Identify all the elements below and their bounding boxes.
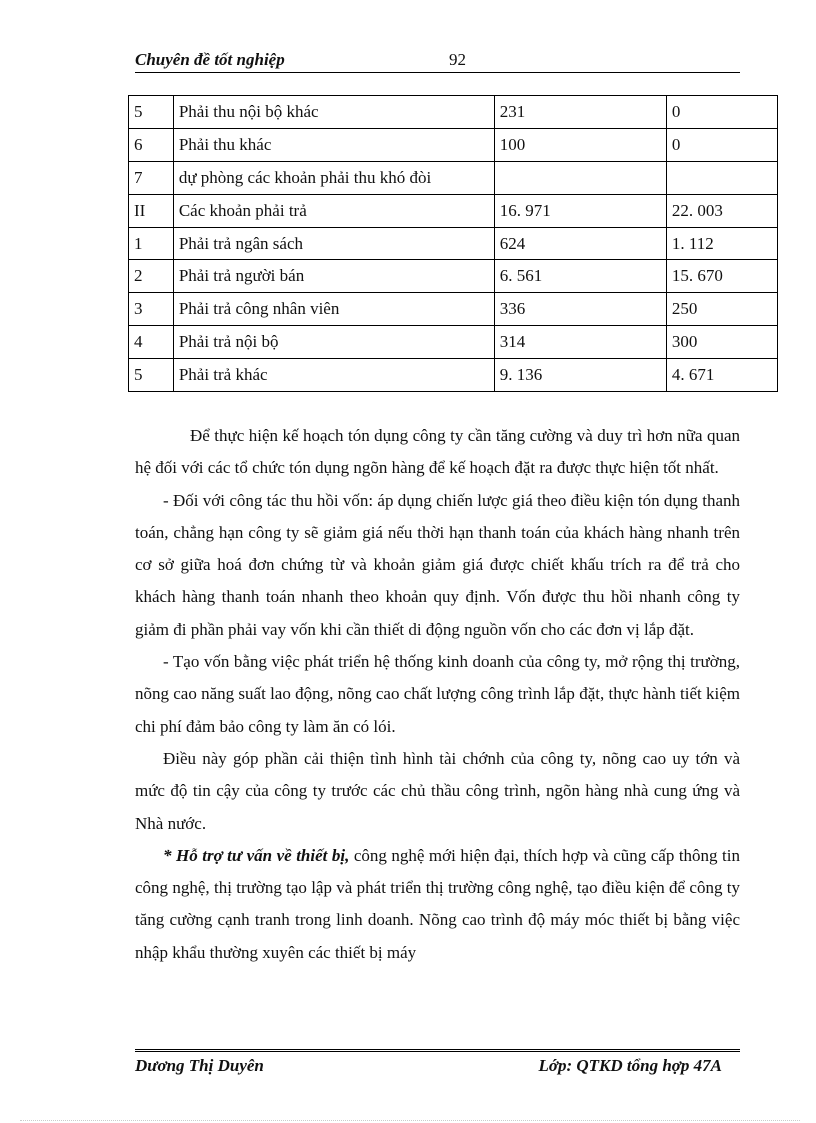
row-value-1: 336: [494, 293, 666, 326]
row-item: dự phòng các khoản phải thu khó đòi: [173, 161, 494, 194]
row-value-2: 300: [666, 326, 777, 359]
table-row: [129, 359, 778, 392]
row-value-2: 0: [666, 96, 777, 129]
row-value-2: 0: [666, 128, 777, 161]
row-value-2: 15. 670: [666, 260, 777, 293]
row-value-1: 231: [494, 96, 666, 129]
row-value-1: 100: [494, 128, 666, 161]
author-name: Dương Thị Duyên: [135, 1056, 264, 1075]
table-row: [129, 96, 778, 129]
row-value-2: 4. 671: [666, 359, 777, 392]
row-value-1: 9. 136: [494, 359, 666, 392]
table-row: [129, 326, 778, 359]
document-title: Chuyên đề tốt nghiệp: [135, 50, 285, 69]
paragraph-3: - Tạo vốn bằng việc phát triển hệ thống kinh doanh của công ty, mở rộng thị trường, nõng cao năng suất lao động, nõng cao chất lượng công trình lắp đặt, thực hành tiết kiệm chi phí đảm bảo công ty làm ăn có lói.: [135, 652, 740, 736]
row-number: 7: [129, 161, 174, 194]
row-item: Phải trả công nhân viên: [173, 293, 494, 326]
row-item: Phải trả khác: [173, 359, 494, 392]
table-row: [129, 227, 778, 260]
row-value-1: 16. 971: [494, 194, 666, 227]
table-row: [129, 293, 778, 326]
row-value-1: [494, 161, 666, 194]
row-number: 1: [129, 227, 174, 260]
paragraph-5-text: công nghệ mới hiện đại, thích hợp và cũng cấp thông tin công nghệ, thị trường tạo lập và phát triển thị trường công nghệ, tạo điều kiện để công ty tăng cường cạnh tranh trong linh doanh. Nõng cao trình độ máy móc thiết bị bằng việc nhập khẩu thường xuyên các thiết bị máy: [135, 845, 741, 962]
row-item: Phải trả ngân sách: [173, 227, 494, 260]
page-edge-divider: [20, 1120, 800, 1121]
paragraph-4: Điều này góp phần cải thiện tình hình tài chớnh của công ty, nõng cao uy tớn và mức độ tin cậy của công ty trước các chủ thầu công trình, ngõn hàng nhà cung ứng và Nhà nước.: [135, 748, 740, 833]
row-value-2: [666, 161, 777, 194]
table-row: [129, 161, 778, 194]
table-row: [129, 260, 778, 293]
row-item: Phải thu nội bộ khác: [173, 96, 494, 129]
row-item: Phải thu khác: [173, 128, 494, 161]
paragraph-2: - Đối với công tác thu hồi vốn: áp dụng chiến lược giá theo điều kiện tón dụng thanh toán, chẳng hạn công ty sẽ giảm giá nếu thời hạn thanh toán của khách hàng nhanh trên cơ sở giữa hoá đơn chứng từ và khoản giảm giá được chiết khấu trích ra để trả cho khách hàng thanh toán nhanh theo khoản quy định. Vốn được thu hồi nhanh công ty giảm đi phần phải vay vốn khi cần thiết di động nguồn vốn cho các đơn vị lắp đặt.: [135, 490, 740, 639]
row-value-2: 22. 003: [666, 194, 777, 227]
row-value-1: 314: [494, 326, 666, 359]
paragraph-5: [135, 840, 740, 969]
row-value-1: 624: [494, 227, 666, 260]
page-header: [135, 50, 740, 73]
row-number: 6: [129, 128, 174, 161]
row-number: 5: [129, 96, 174, 129]
row-item: Phải trả nội bộ: [173, 326, 494, 359]
page-number: 92: [449, 50, 466, 69]
row-number: II: [129, 194, 174, 227]
paragraph-5-heading: * Hỗ trợ tư vấn về thiết bị,: [163, 845, 350, 865]
row-number: 3: [129, 293, 174, 326]
table-row: [129, 194, 778, 227]
row-number: 5: [129, 359, 174, 392]
class-name: Lớp: QTKD tổng hợp 47A: [538, 1056, 722, 1075]
row-item: Các khoản phải trả: [173, 194, 494, 227]
row-item: Phải trả người bán: [173, 260, 494, 293]
body-text: [135, 420, 740, 969]
row-number: 2: [129, 260, 174, 293]
table-row: [129, 128, 778, 161]
row-value-2: 1. 112: [666, 227, 777, 260]
page-footer: [135, 1049, 740, 1082]
financial-table: [128, 95, 778, 392]
paragraph-1: Để thực hiện kế hoạch tón dụng công ty cần tăng cường và duy trì hơn nữa quan hệ đối với các tổ chức tón dụng ngõn hàng để kế hoạch đặt ra được thực hiện tốt nhất.: [135, 426, 740, 478]
row-value-2: 250: [666, 293, 777, 326]
row-number: 4: [129, 326, 174, 359]
row-value-1: 6. 561: [494, 260, 666, 293]
